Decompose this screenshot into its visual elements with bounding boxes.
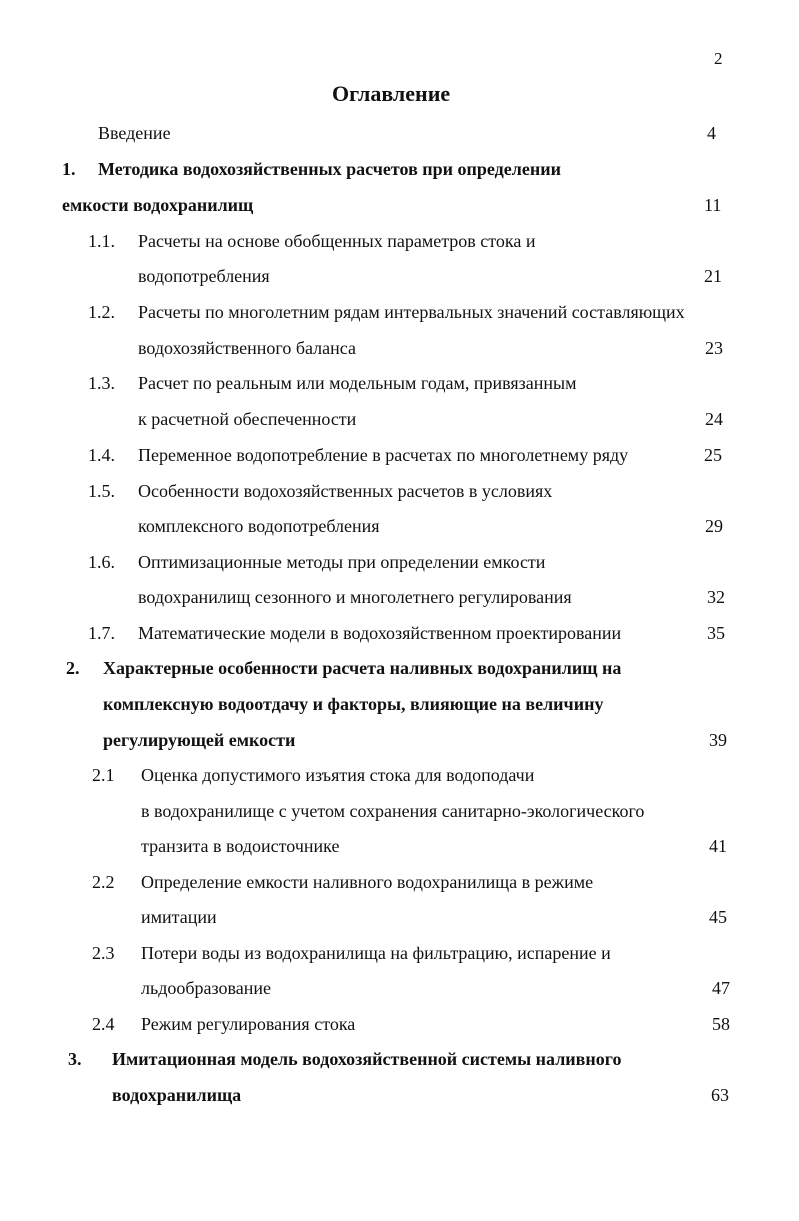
toc-s2-4-page: 58 xyxy=(712,1014,730,1034)
toc-s1-2-line2: водохозяйственного баланса xyxy=(138,338,356,358)
toc-intro-page: 4 xyxy=(707,123,716,143)
toc-s2-4-number: 2.4 xyxy=(92,1014,115,1034)
toc-s1-4-line1: Переменное водопотребление в расчетах по многолетнему ряду xyxy=(138,445,629,465)
toc-s1-5-page: 29 xyxy=(705,516,723,536)
toc-intro-label: Введение xyxy=(98,123,171,143)
toc-ch3-number: 3. xyxy=(68,1049,82,1069)
toc-ch1-title-line2: емкости водохранилищ xyxy=(62,195,254,215)
toc-ch1-number: 1. xyxy=(62,159,76,179)
toc-s1-3-page: 24 xyxy=(705,409,723,429)
toc-ch2-number: 2. xyxy=(66,658,80,678)
toc-s2-3-line1: Потери воды из водохранилища на фильтрацию, испарение и xyxy=(141,943,611,963)
toc-s2-1-line2: в водохранилище с учетом сохранения санитарно-экологического xyxy=(141,801,645,821)
toc-s1-6-line2: водохранилищ сезонного и многолетнего регулирования xyxy=(138,587,572,607)
toc-s1-3-line2: к расчетной обеспеченности xyxy=(138,409,357,429)
toc-s2-1-number: 2.1 xyxy=(92,765,115,785)
toc-s2-1-page: 41 xyxy=(709,836,727,856)
toc-s1-1-line1: Расчеты на основе обобщенных параметров стока и xyxy=(138,231,536,251)
toc-ch2-title-line1: Характерные особенности расчета наливных водохранилищ на xyxy=(103,658,622,678)
toc-s1-1-line2: водопотребления xyxy=(138,266,270,286)
toc-ch3-title-line2: водохранилища xyxy=(112,1085,242,1105)
toc-s2-1-line3: транзита в водоисточнике xyxy=(141,836,340,856)
toc-s1-5-line2: комплексного водопотребления xyxy=(138,516,380,536)
toc-s1-5-number: 1.5. xyxy=(88,481,115,501)
toc-s2-1-line1: Оценка допустимого изъятия стока для водоподачи xyxy=(141,765,535,785)
toc-ch2-title-line2: комплексную водоотдачу и факторы, влияющие на величину xyxy=(103,694,604,714)
toc-s1-2-line1: Расчеты по многолетним рядам интервальных значений составляющих xyxy=(138,302,685,322)
toc-s1-7-line1: Математические модели в водохозяйственном проектировании xyxy=(138,623,622,643)
toc-s1-4-number: 1.4. xyxy=(88,445,115,465)
toc-s1-1-number: 1.1. xyxy=(88,231,115,251)
toc-s1-3-number: 1.3. xyxy=(88,373,115,393)
toc-s2-4-line1: Режим регулирования стока xyxy=(141,1014,356,1034)
toc-s2-3-number: 2.3 xyxy=(92,943,115,963)
toc-s2-2-page: 45 xyxy=(709,907,727,927)
toc-s2-2-line1: Определение емкости наливного водохранилища в режиме xyxy=(141,872,594,892)
toc-ch2-title-line3: регулирующей емкости xyxy=(103,730,296,750)
toc-s1-6-number: 1.6. xyxy=(88,552,115,572)
toc-s1-4-page: 25 xyxy=(704,445,722,465)
toc-s1-7-number: 1.7. xyxy=(88,623,115,643)
toc-s2-2-number: 2.2 xyxy=(92,872,115,892)
page-number: 2 xyxy=(714,49,723,68)
toc-ch2-page: 39 xyxy=(709,730,727,750)
toc-ch1-page: 11 xyxy=(704,195,722,215)
toc-s1-5-line1: Особенности водохозяйственных расчетов в условиях xyxy=(138,481,553,501)
toc-s2-2-line2: имитации xyxy=(141,907,217,927)
toc-ch3-title-line1: Имитационная модель водохозяйственной системы наливного xyxy=(112,1049,622,1069)
toc-ch3-page: 63 xyxy=(711,1085,729,1105)
toc-ch1-title-line1: Методика водохозяйственных расчетов при определении xyxy=(98,159,561,179)
toc-s1-6-line1: Оптимизационные методы при определении емкости xyxy=(138,552,546,572)
toc-s1-6-page: 32 xyxy=(707,587,725,607)
toc-s1-2-number: 1.2. xyxy=(88,302,115,322)
page-title: Оглавление xyxy=(332,81,451,106)
toc-s1-3-line1: Расчет по реальным или модельным годам, привязанным xyxy=(138,373,577,393)
toc-s1-1-page: 21 xyxy=(704,266,722,286)
toc-s1-2-page: 23 xyxy=(705,338,723,358)
toc-s1-7-page: 35 xyxy=(707,623,725,643)
toc-s2-3-page: 47 xyxy=(712,978,730,998)
toc-s2-3-line2: льдообразование xyxy=(141,978,272,998)
